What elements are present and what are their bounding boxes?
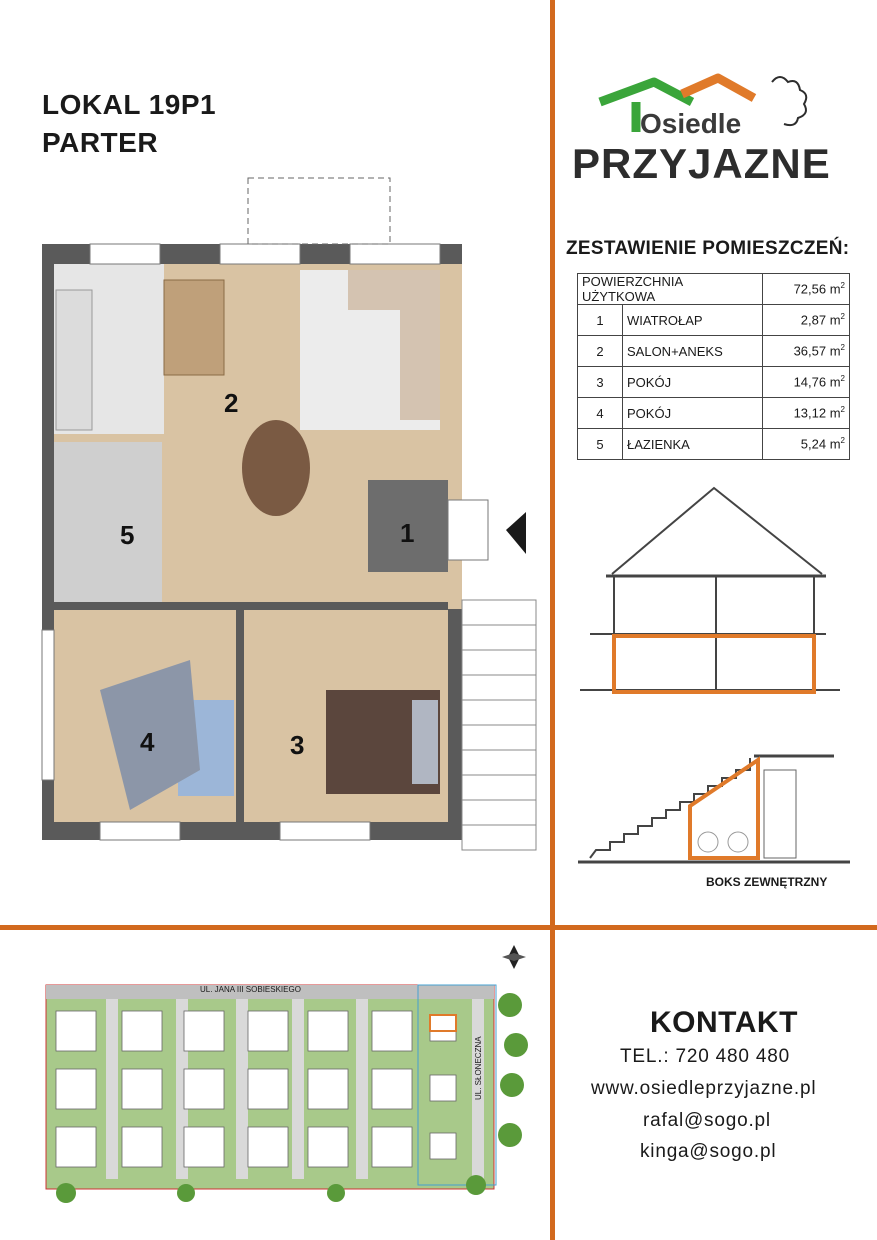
table-row: 3 POKÓJ 14,76 $m^2$: [578, 367, 850, 398]
plan-label-3: 3: [290, 730, 305, 760]
table-row: 2 SALON+ANEKS 36,57 $m^2$: [578, 336, 850, 367]
site-map: [36, 935, 530, 1205]
plan-label-1: 1: [400, 518, 415, 548]
rooms-heading: ZESTAWIENIE POMIESZCZEŃ:: [566, 238, 850, 259]
table-row-total: [578, 274, 850, 305]
plan-label-2: 2: [224, 388, 239, 418]
horizontal-divider: [0, 925, 877, 930]
logo-text-przyjazne: PRZYJAZNE: [572, 140, 831, 187]
table-row: 4 POKÓJ 13,12 $m^2$: [578, 398, 850, 429]
garage-box-diagram: [570, 746, 854, 870]
unit-name: LOKAL 19P1: [42, 89, 217, 120]
contact-email-rafal[interactable]: rafal@sogo.pl: [643, 1110, 771, 1131]
total-value: 72,56 $m^2$: [763, 274, 850, 305]
logo-text-osiedle: Osiedle: [640, 108, 742, 139]
table-row: 5 ŁAZIENKA 5,24 $m^2$: [578, 429, 850, 460]
contact-heading: KONTAKT: [650, 1006, 798, 1039]
floor-name: PARTER: [42, 127, 159, 158]
compass-icon: [502, 945, 526, 969]
street-label-top: UL. JANA III SOBIESKIEGO: [200, 985, 301, 994]
vertical-divider: [550, 0, 555, 1240]
street-label-right: UL. SŁONECZNA: [474, 1036, 483, 1100]
house-section-diagram: [570, 484, 850, 714]
boks-label: BOKS ZEWNĘTRZNY: [706, 875, 828, 889]
contact-website[interactable]: www.osiedleprzyjazne.pl: [591, 1078, 817, 1099]
table-row: 1 WIATROŁAP 2,87 $m^2$: [578, 305, 850, 336]
rooms-table: [577, 273, 850, 460]
contact-phone[interactable]: TEL.: 720 480 480: [620, 1046, 790, 1067]
contact-email-kinga[interactable]: kinga@sogo.pl: [640, 1141, 777, 1162]
total-label: POWIERZCHNIA UŻYTKOWA: [578, 274, 763, 305]
unit-title: [42, 86, 216, 162]
plan-label-4: 4: [140, 727, 155, 757]
plan-label-5: 5: [120, 520, 135, 550]
